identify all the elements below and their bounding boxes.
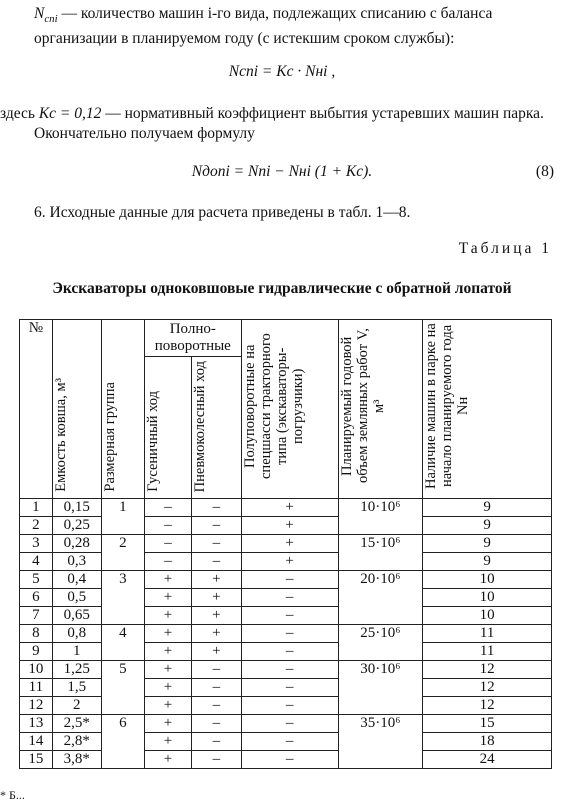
cell-wheeled: – (192, 715, 241, 733)
cell-num: 10 (20, 661, 53, 679)
cell-semi-rotary: – (241, 661, 338, 679)
paragraph-kc: здесь Kc = 0,12 — нормативный коэффициент выбытия устаревших машин парка. (0, 105, 544, 122)
table-row (20, 715, 552, 733)
cell-num: 12 (20, 697, 53, 715)
cell-fleet: 12 (423, 661, 552, 679)
cell-group: 5 (101, 661, 144, 715)
table-row (20, 607, 552, 625)
cell-num: 2 (20, 517, 53, 535)
cell-semi-rotary: – (241, 715, 338, 733)
cell-wheeled: + (192, 643, 241, 661)
cell-planned-volume: 15·10⁶ (338, 535, 423, 571)
cell-wheeled: + (192, 571, 241, 589)
table-row (20, 625, 552, 643)
cell-fleet: 11 (423, 625, 552, 643)
cell-fleet: 12 (423, 679, 552, 697)
cell-num: 14 (20, 733, 53, 751)
cell-tracked: + (145, 715, 192, 733)
cell-capacity: 0,4 (52, 571, 101, 589)
cell-planned-volume: 20·10⁶ (338, 571, 423, 625)
footnote: * Б... (0, 788, 25, 802)
cell-num: 3 (20, 535, 53, 553)
cell-tracked: + (145, 643, 192, 661)
cell-planned-volume: 25·10⁶ (338, 625, 423, 661)
table-row (20, 661, 552, 679)
cell-num: 9 (20, 643, 53, 661)
data-table (19, 319, 552, 769)
table-title: Экскаваторы одноковшовые гидравлические с обратной лопатой (52, 280, 512, 297)
table-row (20, 499, 552, 517)
cell-capacity: 0,28 (52, 535, 101, 553)
table-row (20, 643, 552, 661)
header-num: № (20, 320, 53, 499)
cell-group: 2 (101, 535, 144, 571)
cell-semi-rotary: + (241, 517, 338, 535)
cell-wheeled: – (192, 697, 241, 715)
cell-fleet: 10 (423, 589, 552, 607)
cell-capacity: 0,8 (52, 625, 101, 643)
cell-capacity: 2,8* (52, 733, 101, 751)
table-row (20, 553, 552, 571)
cell-capacity: 0,25 (52, 517, 101, 535)
cell-fleet: 18 (423, 733, 552, 751)
cell-semi-rotary: – (241, 679, 338, 697)
cell-fleet: 9 (423, 517, 552, 535)
table-row (20, 517, 552, 535)
equation-number: (8) (535, 163, 554, 180)
cell-tracked: – (145, 535, 192, 553)
cell-wheeled: – (192, 661, 241, 679)
cell-num: 1 (20, 499, 53, 517)
cell-tracked: + (145, 571, 192, 589)
cell-fleet: 15 (423, 715, 552, 733)
table-row (20, 697, 552, 715)
cell-num: 8 (20, 625, 53, 643)
cell-capacity: 1,5 (52, 679, 101, 697)
cell-wheeled: – (192, 679, 241, 697)
cell-planned-volume: 30·10⁶ (338, 661, 423, 715)
cell-semi-rotary: – (241, 751, 338, 769)
cell-wheeled: – (192, 499, 241, 517)
table-row (20, 571, 552, 589)
cell-num: 13 (20, 715, 53, 733)
cell-num: 15 (20, 751, 53, 769)
cell-wheeled: – (192, 553, 241, 571)
cell-wheeled: – (192, 733, 241, 751)
cell-capacity: 3,8* (52, 751, 101, 769)
cell-semi-rotary: – (241, 607, 338, 625)
paragraph-source: 6. Исходные данные для расчета приведены в табл. 1—8. (34, 204, 411, 221)
cell-num: 5 (20, 571, 53, 589)
cell-num: 7 (20, 607, 53, 625)
cell-tracked: + (145, 751, 192, 769)
cell-wheeled: + (192, 625, 241, 643)
cell-wheeled: + (192, 589, 241, 607)
table-row (20, 733, 552, 751)
cell-capacity: 1,25 (52, 661, 101, 679)
cell-group: 4 (101, 625, 144, 661)
paragraph-formula: Окончательно получаем формулу (34, 125, 255, 142)
cell-fleet: 12 (423, 697, 552, 715)
table-label: Таблица 1 (458, 240, 552, 257)
cell-wheeled: – (192, 535, 241, 553)
table-row (20, 589, 552, 607)
cell-fleet: 10 (423, 571, 552, 589)
header-tracked: Гусеничный ход (145, 357, 192, 499)
cell-tracked: + (145, 589, 192, 607)
cell-capacity: 0,15 (52, 499, 101, 517)
definition-text: — количество машин i-го вида, подлежащих списанию с баланса организации в планируемом году (с истекшим сроком службы): (34, 5, 493, 48)
cell-fleet: 10 (423, 607, 552, 625)
cell-planned-volume: 35·10⁶ (338, 715, 423, 769)
cell-fleet: 11 (423, 643, 552, 661)
cell-tracked: + (145, 697, 192, 715)
cell-capacity: 1 (52, 643, 101, 661)
cell-num: 11 (20, 679, 53, 697)
cell-group: 1 (101, 499, 144, 535)
cell-semi-rotary: – (241, 733, 338, 751)
cell-planned-volume: 10·10⁶ (338, 499, 423, 535)
cell-tracked: – (145, 517, 192, 535)
cell-tracked: – (145, 553, 192, 571)
cell-fleet: 9 (423, 535, 552, 553)
header-semi-rotary: Полуповоротные на спецшасси тракторного типа (экскаваторы-погрузчики) (241, 320, 338, 499)
cell-capacity: 0,3 (52, 553, 101, 571)
equation-1: Nспi = Kc · Nнi , (228, 63, 336, 80)
cell-num: 4 (20, 553, 53, 571)
table-row (20, 535, 552, 553)
cell-semi-rotary: – (241, 625, 338, 643)
cell-fleet: 9 (423, 553, 552, 571)
cell-capacity: 2 (52, 697, 101, 715)
table-body (20, 499, 552, 769)
cell-semi-rotary: – (241, 589, 338, 607)
cell-wheeled: – (192, 751, 241, 769)
cell-wheeled: + (192, 607, 241, 625)
cell-semi-rotary: – (241, 643, 338, 661)
table-row (20, 751, 552, 769)
cell-tracked: + (145, 661, 192, 679)
cell-num: 6 (20, 589, 53, 607)
header-group: Размерная группа (101, 320, 144, 499)
cell-semi-rotary: + (241, 535, 338, 553)
header-planned-volume: Планируемый годовой объем земляных работ V, м³ (338, 320, 423, 499)
equation-2-row (0, 162, 564, 182)
header-volume: Емкость ковша, м³ (52, 320, 101, 499)
cell-capacity: 0,5 (52, 589, 101, 607)
cell-wheeled: – (192, 517, 241, 535)
cell-semi-rotary: + (241, 553, 338, 571)
cell-capacity: 0,65 (52, 607, 101, 625)
cell-fleet: 9 (423, 499, 552, 517)
equation-2: Nдопi = Nпi − Nнi (1 + Kc). (191, 163, 373, 180)
cell-semi-rotary: – (241, 697, 338, 715)
symbol-n-sp: $N_{спi}$ (34, 5, 58, 26)
cell-tracked: + (145, 733, 192, 751)
header-fleet: Наличие машин в парке на начало планируемого года Nн (423, 320, 552, 499)
cell-tracked: – (145, 499, 192, 517)
header-full-rotary: Полно-поворотные (145, 320, 242, 357)
cell-group: 3 (101, 571, 144, 625)
paragraph-definition (0, 4, 564, 49)
cell-capacity: 2,5* (52, 715, 101, 733)
cell-tracked: + (145, 607, 192, 625)
table-row (20, 679, 552, 697)
cell-semi-rotary: + (241, 499, 338, 517)
cell-tracked: + (145, 625, 192, 643)
cell-tracked: + (145, 679, 192, 697)
cell-semi-rotary: – (241, 571, 338, 589)
cell-fleet: 24 (423, 751, 552, 769)
cell-group: 6 (101, 715, 144, 769)
header-wheeled: Пневмоколесный ход (192, 357, 241, 499)
